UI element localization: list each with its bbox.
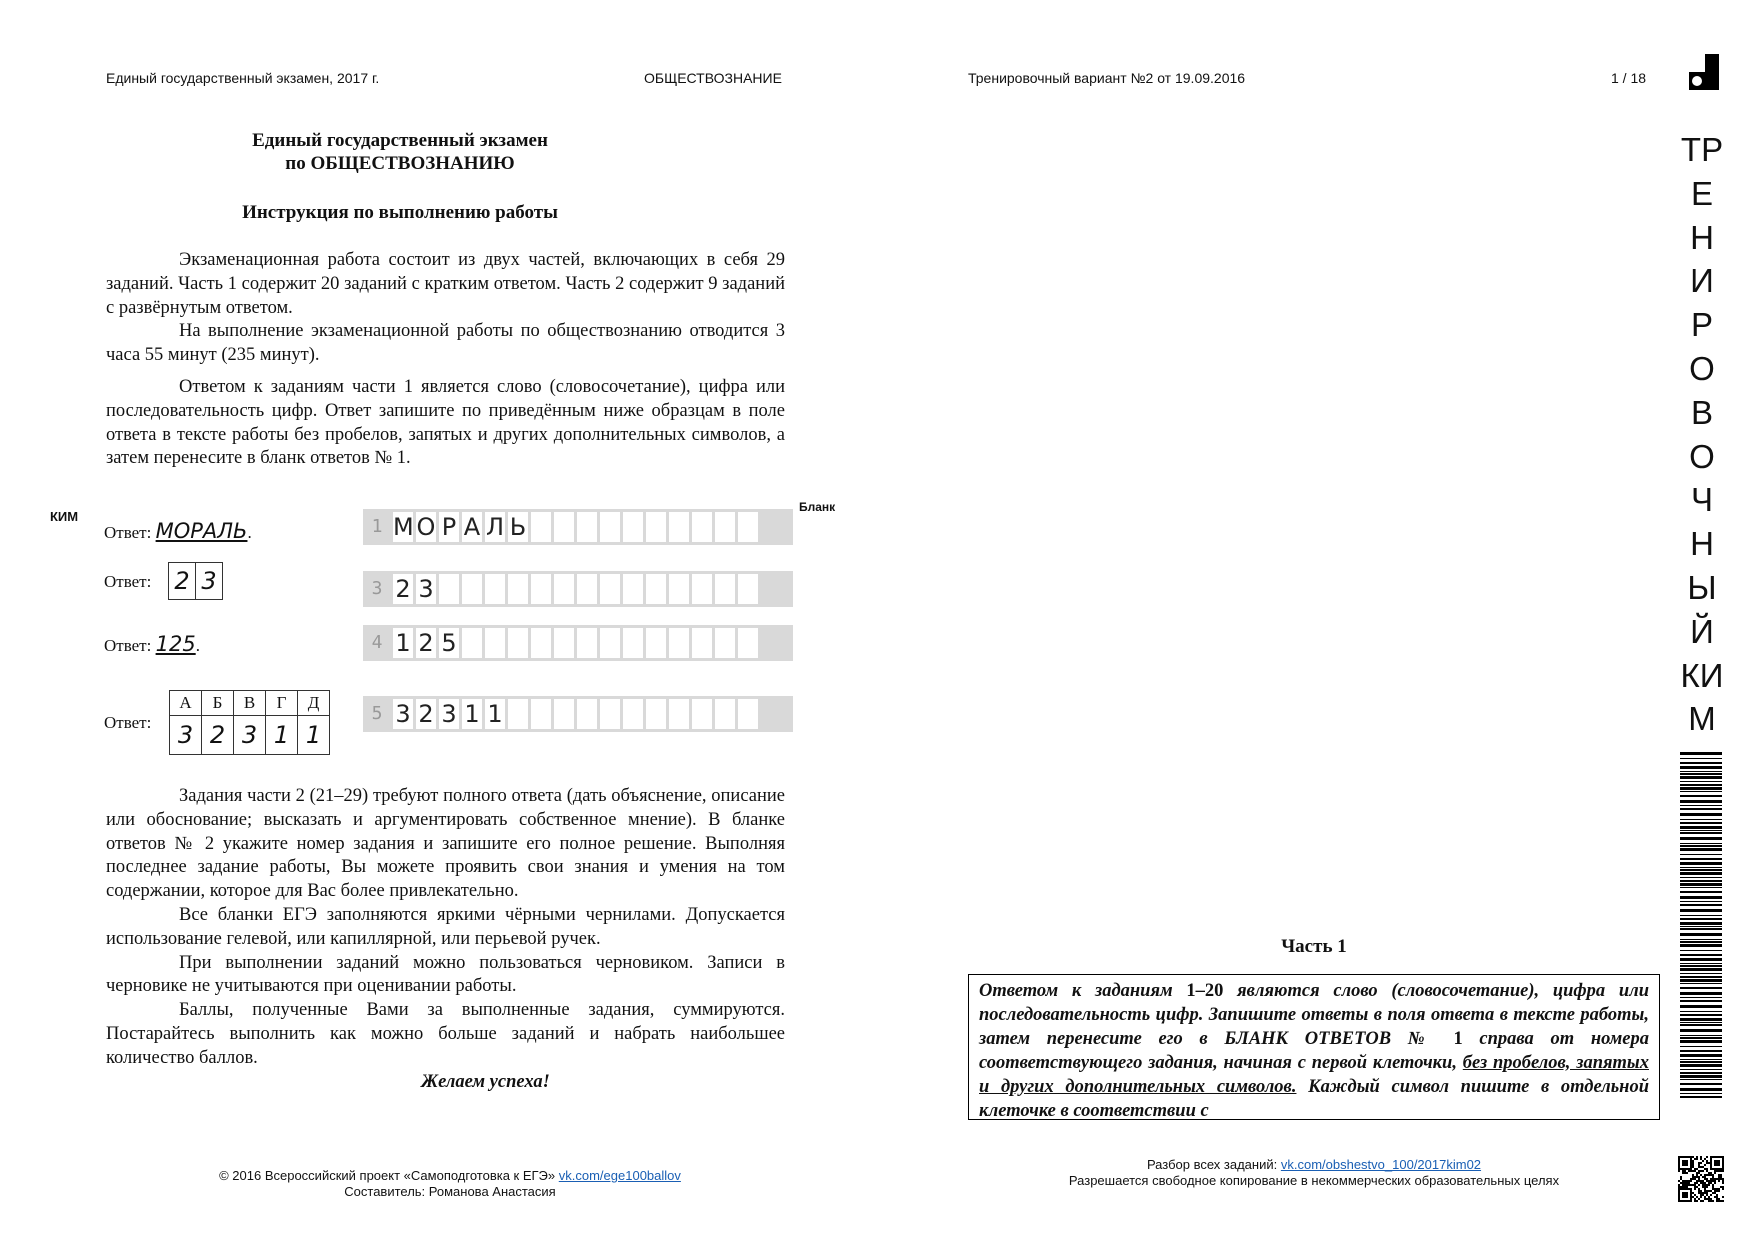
- blank-cell: [531, 628, 551, 658]
- blank-cell: 2: [393, 574, 413, 604]
- blank-cell: [485, 628, 505, 658]
- blank-row-5: 5 3 2 3 1 1: [363, 696, 793, 732]
- vertical-letter: Й: [1690, 612, 1714, 650]
- blank-cell: 2: [416, 628, 436, 658]
- blank-cell: [669, 628, 689, 658]
- blank-cell: [715, 512, 735, 542]
- blank-cell: [669, 512, 689, 542]
- blank-cell: [715, 699, 735, 729]
- vertical-letter: Ч: [1691, 481, 1713, 519]
- blank-cell: 3: [439, 699, 459, 729]
- blank-cell: [623, 512, 643, 542]
- blank-cell: 3: [416, 574, 436, 604]
- blank-cell: [623, 574, 643, 604]
- blank-cell: О: [416, 513, 436, 541]
- footer-left-link[interactable]: vk.com/ege100ballov: [558, 1168, 681, 1183]
- blank-cell: [485, 574, 505, 604]
- blank-cell: [508, 628, 528, 658]
- blank-cell: [577, 512, 597, 542]
- vertical-letter: Н: [1690, 525, 1714, 563]
- blank-cell: [715, 628, 735, 658]
- intro-text: [106, 249, 785, 471]
- blank-row-4: 4 1 2 5: [363, 625, 793, 661]
- blank-cell: [508, 699, 528, 729]
- page-number: 1 / 18: [1611, 70, 1647, 86]
- blank-cell: [577, 628, 597, 658]
- blank-cell: 5: [439, 628, 459, 658]
- vertical-letter: ТР: [1680, 131, 1724, 168]
- blank-cell: Р: [439, 512, 459, 542]
- vertical-letter: М: [1688, 700, 1716, 738]
- vertical-letter: В: [1690, 393, 1713, 431]
- part2-text: [106, 785, 785, 1094]
- part2-p2: Все бланки ЕГЭ заполняются яркими чёрными чернилами. Допускается использование гелевой, или капиллярной, или перьевой ручек.: [106, 904, 785, 949]
- blank-cell: [646, 628, 666, 658]
- part2-p1: Задания части 2 (21–29) требуют полного ответа (дать объяснение, описание или обоснование; высказать и аргументировать собственное мнение). В бланке ответов № 2 укажите номер задания и запишите его полное решение. Выполняя последнее задание работы, Вы можете проявить свои знания и умения на том содержании, которое для Вас более привлекательно.: [106, 786, 785, 902]
- blank-cell: [439, 574, 459, 604]
- wish-text: Желаем успеха!: [421, 1071, 550, 1092]
- vertical-letter: Ы: [1687, 568, 1717, 606]
- blank-cell: М: [393, 513, 414, 541]
- header-variant: Тренировочный вариант №2 от 19.09.2016: [968, 70, 1246, 86]
- intro-p3: Ответом к заданиям части 1 является слово (словосочетание), цифра или последовательность цифр. Ответ запишите по приведённым ниже образцам в поле ответа в тексте работы без пробелов, запятых и других дополнительных символов, а затем перенесите в бланк ответов № 1.: [106, 376, 785, 469]
- blank-cell: [600, 512, 620, 542]
- blank-cell: А: [463, 513, 481, 541]
- logo-icon: [1689, 54, 1719, 90]
- blank-cell: [738, 699, 758, 729]
- intro-p2: На выполнение экзаменационной работы по обществознанию отводится 3 часа 55 минут (235 минут).: [106, 321, 785, 366]
- sample-answer-3: Ответ: 125.: [104, 632, 200, 656]
- blank-cell: [692, 512, 712, 542]
- sample-answer-4-table: А Б В Г Д 3 2 3 1 1: [169, 690, 330, 755]
- blank-cell: [715, 574, 735, 604]
- blank-cell: [462, 628, 482, 658]
- kim-label: КИМ: [50, 509, 79, 524]
- vertical-letter: О: [1689, 437, 1715, 475]
- vertical-letter: Р: [1690, 306, 1713, 344]
- footer-right: Разбор всех заданий: vk.com/obshestvo_100/2017kim02 Разрешается свободное копирование в некоммерческих образовательных целях: [1068, 1157, 1560, 1188]
- blank-cell: 1: [462, 699, 482, 729]
- blank-cell: [554, 574, 574, 604]
- part2-p4: Баллы, полученные Вами за выполненные задания, суммируются. Постарайтесь выполнить как можно больше заданий и набрать наибольшее количество баллов.: [106, 1000, 785, 1068]
- blank-cell: [577, 574, 597, 604]
- handwritten-number: 125: [155, 632, 196, 656]
- instruction-heading: Инструкция по выполнению работы: [242, 202, 558, 223]
- blank-cell: [692, 699, 712, 729]
- blank-cell: [692, 628, 712, 658]
- blank-cell: [531, 699, 551, 729]
- blank-cell: [738, 628, 758, 658]
- blank-cell: [554, 512, 574, 542]
- vertical-letter: Е: [1690, 174, 1713, 212]
- blank-cell: [623, 699, 643, 729]
- page-title: Единый государственный экзамен по ОБЩЕСТВОЗНАНИЮ: [252, 130, 548, 174]
- blank-cell: [669, 699, 689, 729]
- footer-left: © 2016 Всероссийский проект «Самоподготовка к ЕГЭ» vk.com/ege100ballov Составитель: Романова Анастасия: [219, 1168, 681, 1199]
- handwritten-word: МОРАЛЬ: [155, 519, 248, 543]
- sample-answer-1: Ответ: МОРАЛЬ.: [104, 519, 252, 543]
- blank-cell: [738, 574, 758, 604]
- qr-code-icon: [1678, 1156, 1724, 1202]
- intro-p1: Экзаменационная работа состоит из двух частей, включающих в себя 29 заданий. Часть 1 содержит 20 заданий с кратким ответом. Часть 2 содержит 9 заданий с развёрнутым ответом.: [106, 250, 785, 318]
- blank-cell: [692, 574, 712, 604]
- blank-cell: [623, 628, 643, 658]
- header-subject: ОБЩЕСТВОЗНАНИЕ: [644, 70, 782, 86]
- blank-row-1: 1 М О Р А Л Ь: [363, 509, 793, 545]
- blank-cell: [646, 574, 666, 604]
- blank-cell: [554, 628, 574, 658]
- blank-cell: [531, 574, 551, 604]
- blank-label: Бланк: [799, 500, 836, 514]
- blank-cell: [600, 628, 620, 658]
- blank-row-3: 3 2 3: [363, 571, 793, 607]
- blank-cell: [531, 512, 551, 542]
- sample-answer-2-label: Ответ:: [104, 572, 152, 591]
- blank-cell: [646, 512, 666, 542]
- blank-cell: [600, 574, 620, 604]
- blank-cell: Л: [485, 513, 505, 541]
- sample-answer-4-label: Ответ:: [104, 713, 152, 732]
- blank-cell: [577, 699, 597, 729]
- blank-cell: [508, 574, 528, 604]
- blank-cell: 2: [416, 699, 436, 729]
- blank-cell: [738, 512, 758, 542]
- blank-cell: Ь: [509, 513, 527, 541]
- blank-cell: [600, 699, 620, 729]
- vertical-letter: О: [1689, 349, 1715, 387]
- part1-heading: Часть 1: [1281, 936, 1347, 957]
- blank-cell: [646, 699, 666, 729]
- vertical-watermark: [1672, 128, 1732, 741]
- blank-cell: 3: [393, 699, 413, 729]
- part1-instructions: Ответом к заданиям 1–20 являются слово (словосочетание), цифра или последовательность цифр. Запишите ответы в поля ответа в тексте работы, затем перенесите его в БЛАНК ОТВЕТОВ № 1 справа от номера соответствующего задания, начиная с первой клеточки, без пробелов, запятых и других дополнительных символов. Каждый символ пишите в отдельной клеточке в соответствии с: [968, 974, 1660, 1120]
- header-exam-year: Единый государственный экзамен, 2017 г.: [106, 70, 380, 86]
- vertical-letter: Н: [1690, 218, 1714, 256]
- sample-answer-2-boxes: 2 3: [168, 562, 223, 600]
- barcode-icon: [1680, 752, 1722, 1100]
- part2-p3: При выполнении заданий можно пользоваться черновиком. Записи в черновике не учитываются при оценивании работы.: [106, 952, 785, 997]
- vertical-letter: КИ: [1680, 656, 1724, 694]
- blank-cell: 1: [485, 699, 505, 729]
- blank-cell: [554, 699, 574, 729]
- blank-cell: 1: [393, 628, 413, 658]
- footer-right-link[interactable]: vk.com/obshestvo_100/2017kim02: [1280, 1157, 1482, 1172]
- vertical-letter: И: [1690, 262, 1714, 300]
- blank-cell: [669, 574, 689, 604]
- blank-cell: [462, 574, 482, 604]
